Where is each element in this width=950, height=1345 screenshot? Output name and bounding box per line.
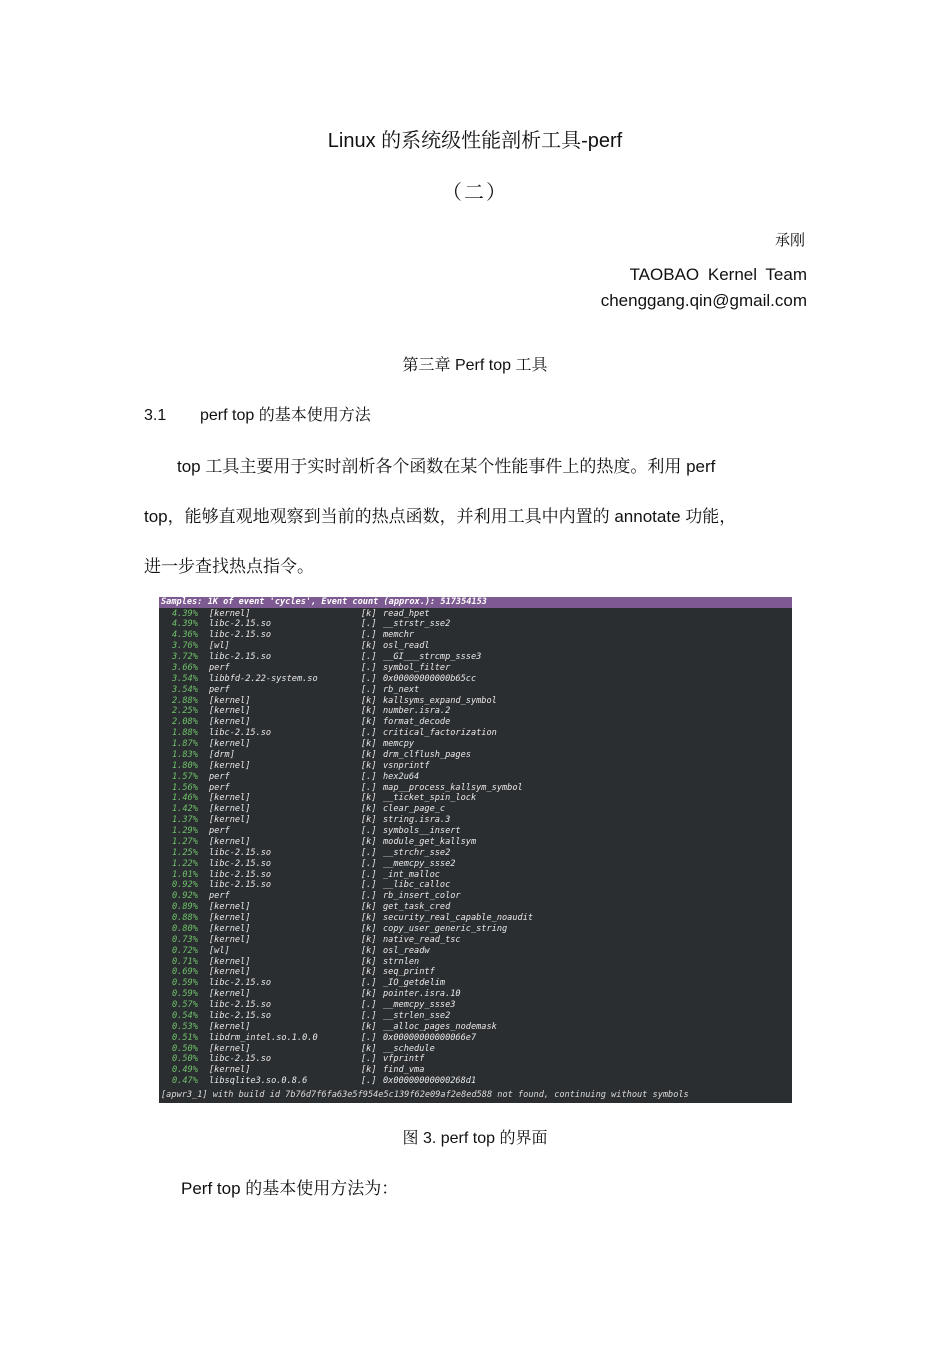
perf-row — [159, 870, 792, 881]
perf-row-level: [k] — [361, 815, 377, 826]
perf-row-level: [.] — [361, 891, 377, 902]
perf-row-overhead: 2.88% — [172, 695, 198, 706]
perf-row-overhead: 0.53% — [172, 1021, 198, 1032]
perf-row — [159, 619, 792, 630]
perf-row-symbol: read_hpet — [383, 608, 430, 619]
perf-row-level: [.] — [361, 869, 377, 880]
perf-row-level: [k] — [361, 641, 377, 652]
perf-row-symbol: kallsyms_expand_symbol — [383, 695, 497, 706]
perf-row-overhead: 0.72% — [172, 945, 198, 956]
perf-row-symbol: __memcpy_ssse2 — [383, 858, 456, 869]
perf-row-symbol: vsnprintf — [383, 760, 430, 771]
perf-row-overhead: 4.39% — [172, 608, 198, 619]
document-subtitle: （二） — [442, 182, 508, 204]
perf-row-overhead: 0.71% — [172, 956, 198, 967]
perf-row-overhead: 0.92% — [172, 891, 198, 902]
perf-row-level: [.] — [361, 858, 377, 869]
perf-row — [159, 696, 792, 707]
perf-row-shared-object: [kernel] — [209, 695, 251, 706]
perf-row-overhead: 0.92% — [172, 880, 198, 891]
perf-row-symbol: security_real_capable_noaudit — [383, 913, 534, 923]
perf-row-overhead: 0.59% — [172, 978, 198, 989]
perf-row-symbol: strnlen — [383, 956, 420, 967]
perf-row-symbol: rb_next — [383, 684, 420, 695]
perf-row-overhead: 0.57% — [172, 1000, 198, 1010]
perf-row-symbol: clear_page_c — [383, 804, 446, 815]
terminal-rows — [159, 608, 792, 1087]
perf-row — [159, 1065, 792, 1076]
perf-row-shared-object: libc-2.15.so — [209, 880, 272, 891]
perf-row-shared-object: [kernel] — [209, 836, 251, 847]
perf-row-symbol: memcpy — [383, 739, 415, 749]
perf-row-symbol: string.isra.3 — [383, 815, 451, 826]
author-email: chenggang.qin@gmail.com — [600, 291, 807, 310]
perf-row — [159, 663, 792, 674]
perf-row — [159, 793, 792, 804]
perf-row — [159, 685, 792, 696]
perf-row-shared-object: libsqlite3.so.0.8.6 — [209, 1076, 308, 1087]
perf-row-overhead: 1.01% — [172, 869, 198, 880]
perf-row-symbol: __ticket_spin_lock — [383, 793, 477, 804]
perf-row-shared-object: [kernel] — [209, 913, 251, 923]
document-title: Linux 的系统级性能剖析工具-perf — [327, 130, 623, 152]
perf-row-shared-object: [kernel] — [209, 739, 251, 749]
perf-row-overhead: 0.73% — [172, 934, 198, 945]
perf-row-level: [.] — [361, 1010, 377, 1021]
perf-row-symbol: native_read_tsc — [383, 934, 461, 945]
perf-row-shared-object: [wl] — [209, 945, 230, 956]
perf-row-level: [k] — [361, 836, 377, 847]
perf-row-symbol: get_task_cred — [383, 902, 451, 913]
perf-row-level: [.] — [361, 652, 377, 662]
perf-row-overhead: 3.66% — [172, 662, 198, 673]
perf-row — [159, 1044, 792, 1055]
perf-row — [159, 804, 792, 815]
perf-row-level: [.] — [361, 1054, 377, 1065]
perf-row-symbol: _int_malloc — [383, 869, 440, 880]
perf-row-overhead: 0.51% — [172, 1032, 198, 1043]
perf-row-shared-object: libc-2.15.so — [209, 847, 272, 858]
perf-row-symbol: vfprintf — [383, 1054, 425, 1065]
perf-top-screenshot — [159, 597, 792, 1103]
perf-row-shared-object: [kernel] — [209, 804, 251, 815]
perf-row-symbol: __alloc_pages_nodemask — [383, 1021, 497, 1032]
perf-row-level: [.] — [361, 782, 377, 793]
perf-row — [159, 1000, 792, 1011]
perf-row-shared-object: perf — [209, 662, 230, 673]
section-title: perf top 的基本使用方法 — [200, 407, 371, 424]
perf-row-level: [k] — [361, 902, 377, 913]
perf-row-level: [.] — [361, 662, 377, 673]
perf-row-overhead: 1.42% — [172, 804, 198, 815]
perf-row — [159, 826, 792, 837]
perf-row-overhead: 0.89% — [172, 902, 198, 913]
perf-row-shared-object: [kernel] — [209, 1021, 251, 1032]
perf-row-level: [k] — [361, 1043, 377, 1054]
perf-row-shared-object: [kernel] — [209, 793, 251, 804]
perf-row — [159, 989, 792, 1000]
author-name: 承刚 — [774, 232, 805, 249]
perf-row-shared-object: libc-2.15.so — [209, 630, 272, 641]
perf-row-level: [k] — [361, 945, 377, 956]
perf-row — [159, 935, 792, 946]
perf-row-overhead: 1.57% — [172, 771, 198, 782]
perf-row-level: [.] — [361, 1000, 377, 1010]
perf-row-level: [k] — [361, 706, 377, 717]
perf-row-overhead: 3.72% — [172, 652, 198, 662]
perf-row — [159, 630, 792, 641]
perf-row-overhead: 3.76% — [172, 641, 198, 652]
perf-row-overhead: 1.88% — [172, 728, 198, 739]
perf-row — [159, 880, 792, 891]
perf-row-shared-object: perf — [209, 782, 230, 793]
perf-row-overhead: 1.46% — [172, 793, 198, 804]
perf-row-symbol: memchr — [383, 630, 415, 641]
perf-row — [159, 924, 792, 935]
perf-row-symbol: __strchr_sse2 — [383, 847, 451, 858]
perf-row-shared-object: [kernel] — [209, 815, 251, 826]
perf-row-overhead: 0.69% — [172, 967, 198, 978]
perf-row-level: [k] — [361, 956, 377, 967]
perf-row — [159, 717, 792, 728]
section-number: 3.1 — [144, 407, 167, 424]
perf-row-overhead: 0.50% — [172, 1043, 198, 1054]
perf-row-level: [k] — [361, 934, 377, 945]
perf-row — [159, 902, 792, 913]
perf-row-shared-object: libc-2.15.so — [209, 652, 272, 662]
perf-row — [159, 837, 792, 848]
perf-row-shared-object: [kernel] — [209, 902, 251, 913]
perf-row-symbol: __memcpy_ssse3 — [383, 1000, 456, 1010]
perf-row-overhead: 1.83% — [172, 749, 198, 760]
perf-row-symbol: find_vma — [383, 1065, 425, 1076]
perf-row — [159, 891, 792, 902]
perf-row-overhead: 4.36% — [172, 630, 198, 641]
perf-row-shared-object: perf — [209, 826, 230, 836]
perf-row-symbol: module_get_kallsym — [383, 836, 477, 847]
perf-row-level: [k] — [361, 804, 377, 815]
perf-row-level: [k] — [361, 1065, 377, 1076]
perf-row — [159, 674, 792, 685]
perf-row-overhead: 0.80% — [172, 923, 198, 934]
perf-row-shared-object: libc-2.15.so — [209, 1054, 272, 1065]
perf-row — [159, 848, 792, 859]
perf-row-overhead: 1.56% — [172, 782, 198, 793]
perf-row-level: [k] — [361, 989, 377, 1000]
paragraph-usage: Perf top 的基本使用方法为： — [181, 1179, 399, 1198]
perf-row — [159, 1054, 792, 1065]
perf-row-shared-object: [kernel] — [209, 989, 251, 1000]
perf-row-shared-object: [kernel] — [209, 608, 251, 619]
perf-row-symbol: 0x00000000000b65cc — [383, 673, 477, 684]
perf-row-symbol: map__process_kallsym_symbol — [383, 782, 523, 793]
perf-row-shared-object: [kernel] — [209, 717, 251, 728]
perf-row-overhead: 0.47% — [172, 1076, 198, 1087]
perf-row — [159, 641, 792, 652]
perf-row-overhead: 1.87% — [172, 739, 198, 749]
perf-row — [159, 706, 792, 717]
perf-row-symbol: osl_readl — [383, 641, 430, 652]
paragraph-line-1: top 工具主要用于实时剖析各个函数在某个性能事件上的热度。利用 perf — [177, 457, 716, 476]
perf-row-level: [.] — [361, 619, 377, 630]
perf-row — [159, 913, 792, 924]
perf-row — [159, 815, 792, 826]
perf-row-level: [.] — [361, 826, 377, 836]
perf-row-shared-object: libc-2.15.so — [209, 619, 272, 630]
perf-row — [159, 609, 792, 620]
perf-row-overhead: 1.80% — [172, 760, 198, 771]
perf-row-shared-object: libc-2.15.so — [209, 1000, 272, 1010]
perf-row — [159, 1033, 792, 1044]
perf-row-shared-object: perf — [209, 771, 230, 782]
team-name: TAOBAO Kernel Team — [629, 265, 807, 284]
perf-row-level: [k] — [361, 739, 377, 749]
perf-row — [159, 772, 792, 783]
perf-row-overhead: 1.27% — [172, 836, 198, 847]
perf-row — [159, 761, 792, 772]
perf-row-shared-object: [kernel] — [209, 1043, 251, 1054]
perf-row — [159, 859, 792, 870]
perf-row-level: [.] — [361, 1076, 377, 1087]
perf-row-overhead: 1.25% — [172, 847, 198, 858]
perf-row-symbol: __strstr_sse2 — [383, 619, 451, 630]
chapter-heading: 第三章 Perf top 工具 — [402, 357, 548, 374]
perf-row-symbol: seq_printf — [383, 967, 435, 978]
paragraph-line-2: top，能够直观地观察到当前的热点函数，并利用工具中内置的 annotate 功能， — [144, 507, 737, 526]
perf-row-symbol: 0x00000000000066e7 — [383, 1032, 477, 1043]
perf-row-symbol: copy_user_generic_string — [383, 923, 508, 934]
perf-row-overhead: 0.54% — [172, 1010, 198, 1021]
perf-row-symbol: hex2u64 — [383, 771, 420, 782]
perf-row-level: [.] — [361, 880, 377, 891]
perf-row-level: [k] — [361, 793, 377, 804]
perf-row-shared-object: [drm] — [209, 749, 235, 760]
perf-row-level: [.] — [361, 728, 377, 739]
perf-row-overhead: 2.25% — [172, 706, 198, 717]
perf-row-shared-object: [wl] — [209, 641, 230, 652]
perf-row — [159, 1076, 792, 1087]
perf-row-overhead: 1.22% — [172, 858, 198, 869]
perf-row-overhead: 0.50% — [172, 1054, 198, 1065]
paragraph-line-3: 进一步查找热点指令。 — [144, 557, 314, 576]
perf-row — [159, 946, 792, 957]
perf-row-level: [k] — [361, 760, 377, 771]
perf-row-symbol: 0x00000000000268d1 — [383, 1076, 477, 1087]
perf-row-level: [.] — [361, 630, 377, 641]
perf-row-symbol: format_decode — [383, 717, 451, 728]
perf-row-symbol: rb_insert_color — [383, 891, 461, 902]
perf-row — [159, 967, 792, 978]
perf-row-symbol: osl_readw — [383, 945, 430, 956]
perf-row — [159, 783, 792, 794]
perf-row — [159, 978, 792, 989]
perf-row-symbol: _IO_getdelim — [383, 978, 446, 989]
section-heading — [144, 402, 371, 425]
perf-row-overhead: 1.29% — [172, 826, 198, 836]
perf-row-level: [.] — [361, 1032, 377, 1043]
perf-row-level: [k] — [361, 923, 377, 934]
perf-row-level: [k] — [361, 717, 377, 728]
perf-row-symbol: __libc_calloc — [383, 880, 451, 891]
perf-row-level: [.] — [361, 673, 377, 684]
perf-row — [159, 728, 792, 739]
figure-caption: 图 3. perf top 的界面 — [402, 1130, 548, 1147]
perf-row-symbol: __GI___strcmp_ssse3 — [383, 652, 482, 662]
perf-row-shared-object: libc-2.15.so — [209, 978, 272, 989]
perf-row — [159, 739, 792, 750]
perf-row-level: [k] — [361, 913, 377, 923]
perf-row-overhead: 0.49% — [172, 1065, 198, 1076]
perf-row-overhead: 1.37% — [172, 815, 198, 826]
perf-row-shared-object: libbfd-2.22-system.so — [209, 673, 318, 684]
perf-row-overhead: 4.39% — [172, 619, 198, 630]
perf-row-shared-object: [kernel] — [209, 760, 251, 771]
terminal-footer: [apwr3_1] with build id 7b76d7f6fa63e5f954e5c139f62e09af2e8ed588 not found, continuing without symbols — [161, 1090, 689, 1101]
perf-row — [159, 1011, 792, 1022]
perf-row-shared-object: [kernel] — [209, 967, 251, 978]
perf-row-shared-object: libc-2.15.so — [209, 728, 272, 739]
perf-row-symbol: symbols__insert — [383, 826, 461, 836]
perf-row-shared-object: libc-2.15.so — [209, 1010, 272, 1021]
perf-row-overhead: 2.08% — [172, 717, 198, 728]
perf-row-symbol: __schedule — [383, 1043, 435, 1054]
perf-row-symbol: __strlen_sse2 — [383, 1010, 451, 1021]
perf-row-shared-object: perf — [209, 684, 230, 695]
perf-row-level: [k] — [361, 1021, 377, 1032]
perf-row-level: [k] — [361, 608, 377, 619]
perf-row — [159, 1022, 792, 1033]
perf-row-overhead: 3.54% — [172, 673, 198, 684]
perf-row — [159, 750, 792, 761]
perf-row-shared-object: [kernel] — [209, 934, 251, 945]
perf-row-level: [.] — [361, 978, 377, 989]
terminal-header: Samples: 1K of event 'cycles', Event count (approx.): 517354153 — [159, 597, 792, 608]
perf-row-shared-object: [kernel] — [209, 1065, 251, 1076]
perf-row-overhead: 0.59% — [172, 989, 198, 1000]
perf-row-symbol: symbol_filter — [383, 662, 451, 673]
perf-row-level: [k] — [361, 695, 377, 706]
perf-row-shared-object: libdrm_intel.so.1.0.0 — [209, 1032, 318, 1043]
perf-row-level: [k] — [361, 749, 377, 760]
perf-row-overhead: 0.88% — [172, 913, 198, 923]
perf-row-symbol: pointer.isra.10 — [383, 989, 461, 1000]
perf-row-symbol: drm_clflush_pages — [383, 749, 471, 760]
perf-row-level: [.] — [361, 771, 377, 782]
perf-row — [159, 652, 792, 663]
perf-row-level: [.] — [361, 684, 377, 695]
perf-row-shared-object: [kernel] — [209, 956, 251, 967]
perf-row — [159, 957, 792, 968]
perf-row-shared-object: libc-2.15.so — [209, 858, 272, 869]
perf-row-overhead: 3.54% — [172, 684, 198, 695]
perf-row-shared-object: libc-2.15.so — [209, 869, 272, 880]
perf-row-shared-object: [kernel] — [209, 706, 251, 717]
perf-row-level: [.] — [361, 847, 377, 858]
perf-row-shared-object: perf — [209, 891, 230, 902]
perf-row-symbol: critical_factorization — [383, 728, 497, 739]
perf-row-shared-object: [kernel] — [209, 923, 251, 934]
perf-row-symbol: number.isra.2 — [383, 706, 451, 717]
perf-row-level: [k] — [361, 967, 377, 978]
